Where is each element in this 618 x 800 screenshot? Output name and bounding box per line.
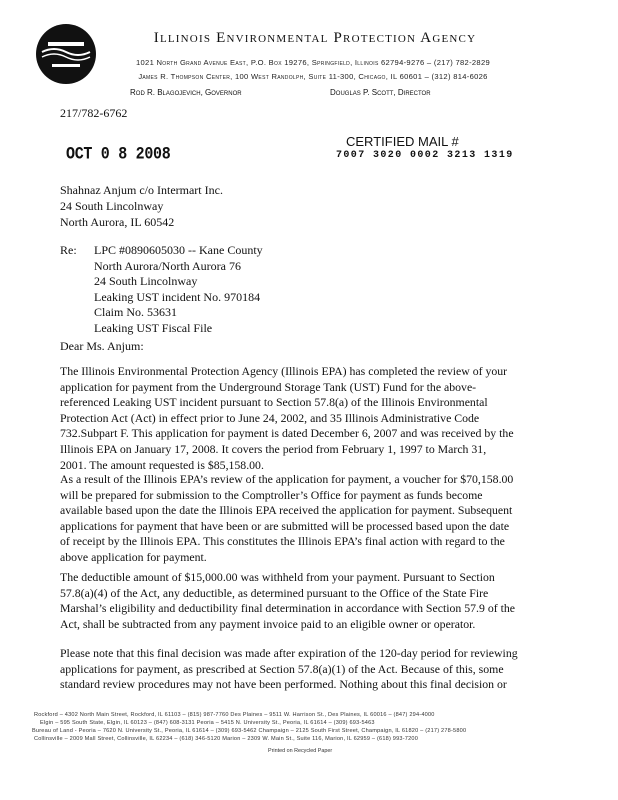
agency-address-springfield: 1021 North Grand Avenue East, P.O. Box 19276, Springfield, Illinois 62794-9276 – (217) 782-2829 — [136, 58, 490, 67]
body-paragraph-final-decision — [60, 646, 568, 693]
paragraph-line: of receipt by the Illinois EPA. This constitutes the Illinois EPA’s final action with regard to the — [60, 534, 505, 549]
footer-offices-line: Bureau of Land - Peoria – 7620 N. University St., Peoria, IL 61614 – (309) 693-5462 Champaign – 2125 South First Street, Champaign, IL 61820 – (217) 278-5800 — [32, 728, 467, 734]
body-paragraph-review — [60, 364, 568, 473]
paragraph-line: standard review procedures may not have been performed. Nothing about this final decision or — [60, 677, 507, 692]
agency-address-chicago: James R. Thompson Center, 100 West Randolph, Suite 11-300, Chicago, IL 60601 – (312) 814-6026 — [138, 72, 488, 81]
re-label: Re: — [60, 243, 77, 257]
body-paragraph-voucher — [60, 472, 568, 566]
recipient-line: North Aurora, IL 60542 — [60, 215, 175, 229]
re-line: 24 South Lincolnway — [94, 274, 198, 288]
director-name: Douglas P. Scott, Director — [330, 88, 431, 97]
paragraph-line: above application for payment. — [60, 549, 207, 564]
governor-name: Rod R. Blagojevich, Governor — [130, 88, 242, 97]
paragraph-line: application for payment from the Underground Storage Tank (UST) Fund for the above- — [60, 379, 477, 394]
footer-offices-line: Elgin – 595 South State, Elgin, IL 60123 – (847) 608-3131 Peoria – 5415 N. University St., Peoria, IL 61614 – (309) 693-5463 — [40, 720, 375, 726]
paragraph-line: The deductible amount of $15,000.00 was withheld from your payment. Pursuant to Section — [60, 570, 495, 584]
paragraph-line: Please note that this final decision was made after expiration of the 120-day period for reviewing — [60, 646, 518, 660]
recipient-address — [60, 182, 223, 230]
certified-mail-number: 7007 3020 0002 3213 1319 — [336, 150, 514, 161]
recipient-line: Shahnaz Anjum c/o Intermart Inc. — [60, 183, 223, 197]
re-line: LPC #0890605030 -- Kane County — [94, 243, 263, 257]
paragraph-line: referenced Leaking UST incident pursuant to Section 57.8(a) of the Illinois Environmental — [60, 395, 488, 410]
footer-offices-line: Rockford – 4302 North Main Street, Rockford, IL 61103 – (815) 987-7760 Des Plaines – 9511 W. Harrison St., Des Plaines, IL 60016 – (847) 294-4000 — [34, 712, 435, 718]
printed-on-recycled-paper-note: Printed on Recycled Paper — [268, 748, 333, 754]
paragraph-line: As a result of the Illinois EPA’s review of the application for payment, a voucher for $70,158.00 — [60, 472, 514, 486]
footer-offices-line: Collinsville – 2009 Mall Street, Collinsville, IL 62234 – (618) 346-5120 Marion – 2309 W. Main St., Suite 116, Marion, IL 62959 – (618) 993-7200 — [34, 736, 418, 742]
paragraph-line: will be prepared for submission to the Comptroller’s Office for payment as funds become — [60, 487, 483, 502]
paragraph-line: 57.8(a)(4) of the Act, any deductible, as determined pursuant to the Office of the State Fire — [60, 585, 489, 600]
paragraph-line: available based upon the date the Illinois EPA received the application for payment. Subsequent — [60, 503, 513, 518]
illinois-epa-logo-icon — [34, 22, 98, 86]
paragraph-line: Act, shall be subtracted from any payment invoice paid to an eligible owner or operator. — [60, 616, 476, 631]
re-line: Leaking UST Fiscal File — [94, 320, 213, 335]
paragraph-line: Illinois EPA on January 17, 2008. It covers the period from February 1, 1997 to March 31, — [60, 441, 487, 456]
re-line: North Aurora/North Aurora 76 — [94, 258, 241, 273]
body-paragraph-deductible — [60, 570, 568, 632]
paragraph-line: The Illinois Environmental Protection Agency (Illinois EPA) has completed the review of your — [60, 364, 508, 378]
agency-name: Illinois Environmental Protection Agency — [153, 30, 477, 46]
paragraph-line: 2001. The amount requested is $85,158.00. — [60, 457, 264, 472]
paragraph-line: Protection Act (Act) in effect prior to June 24, 2002, and 35 Illinois Administrative Code — [60, 410, 480, 425]
re-block — [94, 243, 263, 336]
paragraph-line: 732.Subpart F. This application for payment is dated December 6, 2007 and was received by the — [60, 426, 514, 441]
re-line: Claim No. 53631 — [94, 305, 177, 319]
date-stamp: OCT 0 8 2008 — [66, 144, 171, 165]
paragraph-line: applications for payment, as prescribed at Section 57.8(a)(1) of the Act. Because of this, some — [60, 661, 504, 676]
certified-mail-label: CERTIFIED MAIL # — [346, 134, 459, 149]
re-line: Leaking UST incident No. 970184 — [94, 289, 261, 304]
salutation: Dear Ms. Anjum: — [60, 339, 144, 353]
paragraph-line: applications for payment that have been or are submitted will be processed based upon the date — [60, 518, 510, 533]
paragraph-line: Marshal’s eligibility and deductibility final determination in accordance with Section 57.9 of the — [60, 601, 516, 616]
phone-number: 217/782-6762 — [60, 106, 128, 120]
recipient-line: 24 South Lincolnway — [60, 199, 164, 213]
